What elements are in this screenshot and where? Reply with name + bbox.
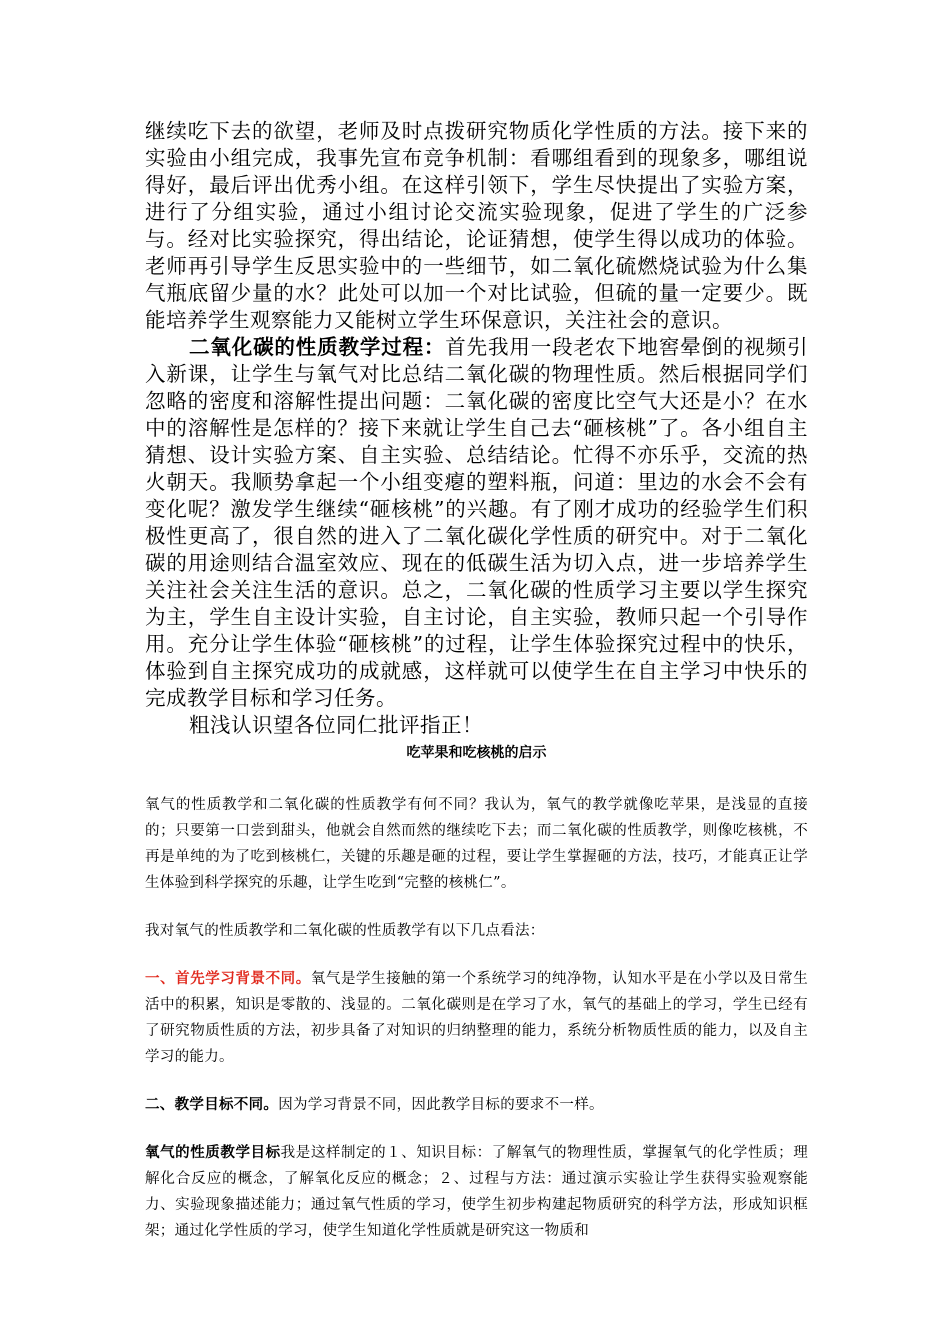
- paragraph-co2-process: [145, 334, 808, 712]
- article-title: 吃苹果和吃核桃的启示: [406, 745, 547, 761]
- point-background-heading: 一、首先学习背景不同。: [145, 971, 311, 987]
- point-goals-heading: 二、教学目标不同。: [145, 1097, 279, 1113]
- point-goals-body: 因为学习背景不同，因此教学目标的要求不一样。: [278, 1097, 604, 1113]
- point-background: [145, 966, 808, 1070]
- article-lead: 我对氧气的性质教学和二氧化碳的性质教学有以下几点看法：: [145, 923, 545, 939]
- article-intro: 氧气的性质教学和二氧化碳的性质教学有何不同？我认为，氧气的教学就像吃苹果，是浅显的直接的；只要第一口尝到甜头，他就会自然而然的继续吃下去；而二氧化碳的性质教学，则像吃核桃，不再是单纯的为了吃到核桃仁，关键的乐趣是砸的过程，要让学生掌握砸的方法，技巧，才能真正让学生体验到科学探究的乐趣，让学生吃到“完整的核桃仁”。: [145, 797, 808, 891]
- main-text-section: [145, 118, 808, 739]
- closing-remark: 粗浅认识望各位同仁批评指正！: [189, 713, 483, 737]
- point-oxygen-goals: [145, 1140, 808, 1244]
- co2-process-heading: 二氧化碳的性质教学过程：: [189, 335, 446, 359]
- point-oxygen-goals-body: 我是这样制定的１、知识目标：了解氧气的物理性质，掌握氧气的化学性质；理解化合反应的概念，了解氧化反应的概念；２、过程与方法：通过演示实验让学生获得实验观察能力、实验现象描述能力；通过氧气性质的学习，使学生初步构建起物质研究的科学方法，形成知识框架；通过化学性质的学习，使学生知道化学性质就是研究这一物质和: [145, 1145, 808, 1239]
- point-goals: [145, 1092, 808, 1118]
- point-oxygen-goals-heading: 氧气的性质教学目标: [145, 1145, 281, 1161]
- paragraph-oxygen-experiment: 继续吃下去的欲望，老师及时点拨研究物质化学性质的方法。接下来的实验由小组完成，我事先宣布竞争机制：看哪组看到的现象多，哪组说得好，最后评出优秀小组。在这样引领下，学生尽快提出了实验方案，进行了分组实验，通过小组讨论交流实验现象，促进了学生的广泛参与。经对比实验探究，得出结论，论证猜想，使学生得以成功的体验。老师再引导学生反思实验中的一些细节，如二氧化硫燃烧试验为什么集气瓶底留少量的水？此处可以加一个对比试验，但硫的量一定要少。既能培养学生观察能力又能树立学生环保意识，关注社会的意识。: [145, 119, 808, 332]
- point-background-body: 氧气是学生接触的第一个系统学习的纯净物，认知水平是在小学以及日常生活中的积累，知识是零散的、浅显的。二氧化碳则是在学习了水，氧气的基础上的学习，学生已经有了研究物质性质的方法，初步具备了对知识的归纳整理的能力，系统分析物质性质的能力，以及自主学习的能力。: [145, 971, 808, 1065]
- co2-process-body: 首先我用一段老农下地窖晕倒的视频引入新课，让学生与氧气对比总结二氧化碳的物理性质。然后根据同学们忽略的密度和溶解性提出问题：二氧化碳的密度比空气大还是小？在水中的溶解性是怎样的？接下来就让学生自己去“砸核桃”了。各小组自主猜想、设计实验方案、自主实验、总结结论。忙得不亦乐乎，交流的热火朝天。我顺势拿起一个小组变瘪的塑料瓶，问道：里边的水会不会有变化呢？激发学生继续“砸核桃”的兴趣。有了刚才成功的经验学生们积极性更高了，很自然的进入了二氧化碳化学性质的研究中。对于二氧化碳的用途则结合温室效应、现在的低碳生活为切入点，进一步培养学生关注社会关注生活的意识。总之，二氧化碳的性质学习主要以学生探究为主，学生自主设计实验，自主讨论，自主实验，教师只起一个引导作用。充分让学生体验“砸核桃”的过程，让学生体验探究过程中的快乐，体验到自主探究成功的成就感，这样就可以使学生在自主学习中快乐的完成教学目标和学习任务。: [145, 335, 809, 710]
- article-body: [145, 792, 808, 1244]
- document-page: [145, 118, 808, 1244]
